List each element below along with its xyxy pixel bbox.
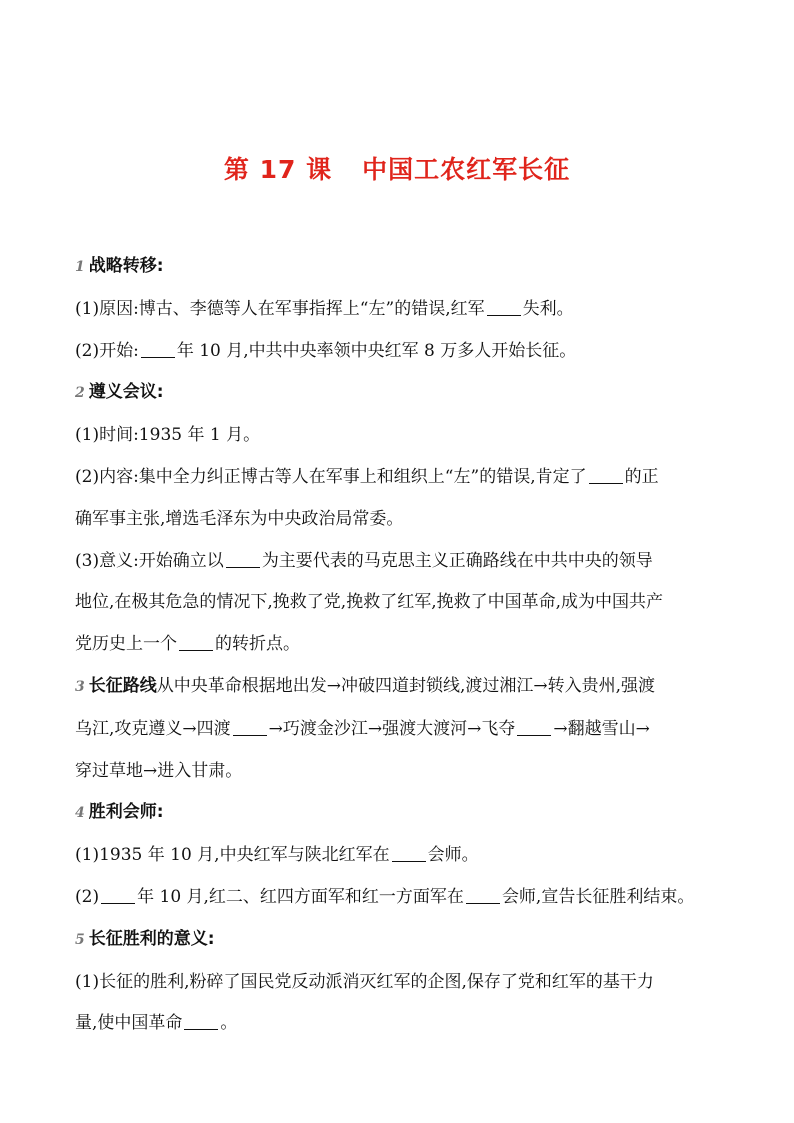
section-2-item-1: (1)时间:1935 年 1 月。 [75,425,261,446]
content-body [75,246,725,1045]
section-5-heading: 5 长征胜利的意义: [75,928,215,949]
fill-blank[interactable] [589,482,623,484]
section-4-heading: 4 胜利会师: [75,802,164,823]
fill-blank[interactable] [487,314,521,316]
fill-blank[interactable] [392,860,426,862]
fill-blank[interactable] [179,649,213,651]
section-1-item-1: (1)原因:博古、李德等人在军事指挥上“左”的错误,红军 失利。 [75,298,574,319]
fill-blank[interactable] [233,734,267,736]
section-4-item-1: (1)1935 年 10 月,中央红军与陕北红军在 会师。 [75,845,479,866]
section-4-item-2: (2) 年 10 月,红二、红四方面军和红一方面军在 会师,宣告长征胜利结束。 [75,886,695,907]
section-5-item-1-cont: 量,使中国革命 。 [75,1013,238,1034]
fill-blank[interactable] [101,902,135,904]
section-3-route-cont: 乌江,攻克遵义→四渡 →巧渡金沙江→强渡大渡河→飞夺 →翻越雪山→ [75,718,650,739]
section-2-heading: 2 遵义会议: [75,382,164,403]
lesson-name: 中国工农红军长征 [362,155,571,184]
fill-blank[interactable] [517,734,551,736]
section-1-item-2: (2)开始: 年 10 月,中共中央率领中央红军 8 万多人开始长征。 [75,340,577,361]
fill-blank[interactable] [184,1028,218,1030]
section-2-item-2: (2)内容:集中全力纠正博古等人在军事上和组织上“左”的错误,肯定了 的正 [75,466,659,487]
page-title [0,150,794,186]
section-5-item-1: (1)长征的胜利,粉碎了国民党反动派消灭红军的企图,保存了党和红军的基干力 [75,971,654,992]
section-2-item-2-cont: 确军事主张,增选毛泽东为中央政治局常委。 [75,508,404,529]
lesson-number: 第 17 课 [223,155,333,184]
section-2-item-3-end: 党历史上一个 的转折点。 [75,634,300,655]
section-3-route: 3 长征路线从中央革命根据地出发→冲破四道封锁线,渡过湘江→转入贵州,强渡 [75,675,656,696]
section-1-heading: 1 战略转移: [75,256,164,276]
fill-blank[interactable] [466,902,500,904]
fill-blank[interactable] [141,356,175,358]
section-2-item-3-cont: 地位,在极其危急的情况下,挽救了党,挽救了红军,挽救了中国革命,成为中国共产 [75,592,664,613]
fill-blank[interactable] [226,566,260,568]
section-3-route-end: 穿过草地→进入甘肃。 [75,760,243,781]
section-2-item-3: (3)意义:开始确立以 为主要代表的马克思主义正确路线在中共中央的领导 [75,550,653,571]
